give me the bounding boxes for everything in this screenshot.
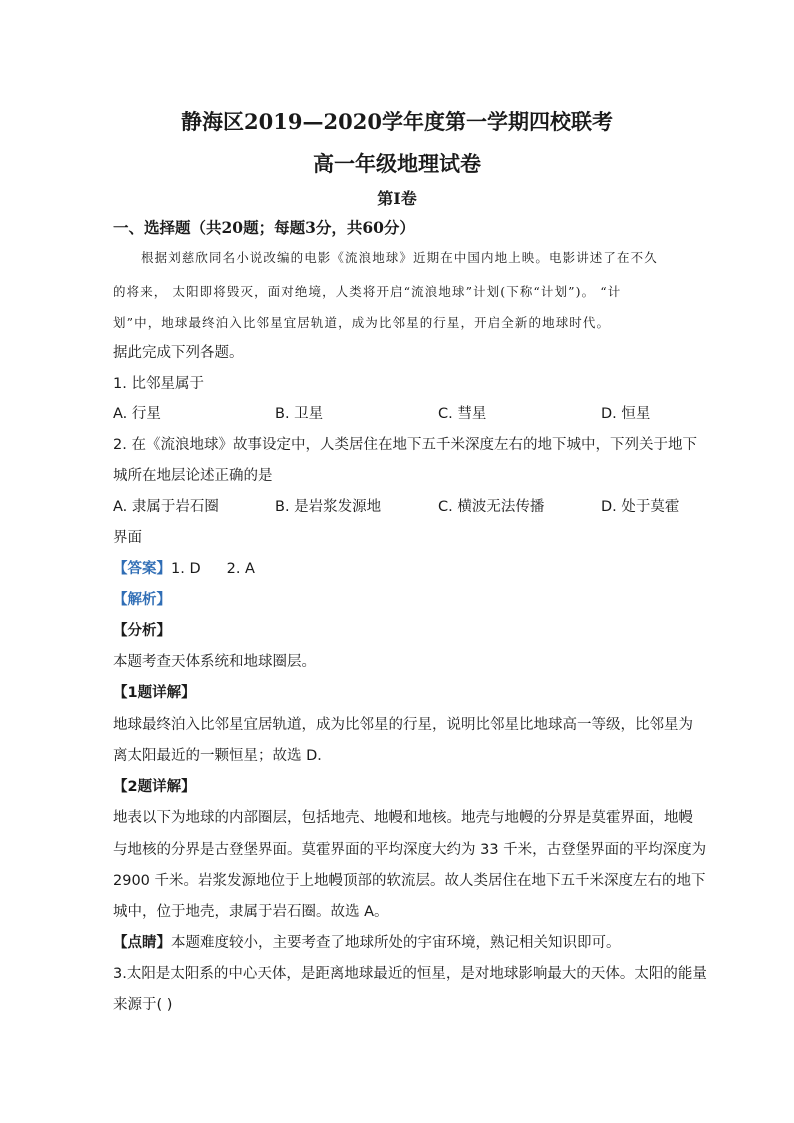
q2-option-d-continued: 界面 — [113, 530, 142, 546]
question-2-options — [113, 497, 693, 517]
q2-option-b: B. 是岩浆发源地 — [275, 499, 382, 515]
q2-detail-line-3: 2900 千米。岩浆发源地位于上地幔顶部的软流层。故人类居住在地下五千米深度左右的地下 — [113, 873, 706, 889]
section-heading: 一、选择题（共20题；每题3分，共60分） — [113, 218, 415, 237]
q2-detail-label: 【2题详解】 — [113, 779, 196, 795]
q2-detail-line-2: 与地核的分界是古登堡界面。莫霍界面的平均深度大约为 33 千米，古登堡界面的平均深度为 — [113, 842, 707, 858]
question-3-stem-line-1: 3.太阳是太阳系的中心天体，是距离地球最近的恒星，是对地球影响最大的天体。太阳的能量 — [113, 966, 707, 982]
answer-1: 1. D — [171, 561, 201, 577]
question-2-stem-line-2: 城所在地层论述正确的是 — [113, 468, 273, 484]
q1-detail-label: 【1题详解】 — [113, 685, 196, 701]
q2-detail-line-4: 城中，位于地壳，隶属于岩石圈。故选 A。 — [113, 904, 389, 920]
exam-title: 静海区2019—2020学年度第一学期四校联考 — [181, 109, 613, 134]
q1-option-a: A. 行星 — [113, 406, 161, 422]
passage-line-3: 划”中，地球最终泊入比邻星宜居轨道，成为比邻星的行星，开启全新的地球时代。 — [113, 315, 611, 330]
q1-option-c: C. 彗星 — [438, 406, 487, 422]
q2-option-a: A. 隶属于岩石圈 — [113, 499, 219, 515]
question-1-stem: 1. 比邻星属于 — [113, 376, 204, 392]
question-2-stem-line-1: 2. 在《流浪地球》故事设定中，人类居住在地下五千米深度左右的地下城中，下列关于地下 — [113, 437, 697, 453]
answer-2: 2. A — [226, 561, 255, 577]
dianjing-label: 【点睛】 — [113, 935, 171, 951]
answer-line — [113, 559, 255, 579]
q1-detail-line-2: 离太阳最近的一颗恒星；故选 D． — [113, 748, 332, 764]
analysis-label: 【解析】 — [113, 592, 171, 608]
q1-option-d: D. 恒星 — [601, 406, 651, 422]
q2-option-c: C. 横波无法传播 — [438, 499, 545, 515]
q1-option-b: B. 卫星 — [275, 406, 324, 422]
fenxi-label: 【分析】 — [113, 623, 171, 639]
fenxi-text: 本题考查天体系统和地球圈层。 — [113, 654, 316, 670]
passage-instruction: 据此完成下列各题。 — [113, 345, 244, 361]
exam-subtitle: 高一年级地理试卷 — [313, 151, 481, 176]
q2-option-d: D. 处于莫霍 — [601, 499, 680, 515]
passage-line-1: 根据刘慈欣同名小说改编的电影《流浪地球》近期在中国内地上映。电影讲述了在不久 — [141, 250, 658, 265]
dianjing-text: 本题难度较小，主要考查了地球所处的宇宙环境，熟记相关知识即可。 — [171, 935, 621, 951]
dianjing-line — [113, 933, 621, 953]
question-3-stem-line-2: 来源于( ) — [113, 997, 173, 1013]
volume-label: 第Ⅰ卷 — [377, 189, 417, 208]
answer-label: 【答案】 — [113, 561, 171, 577]
q1-detail-line-1: 地球最终泊入比邻星宜居轨道，成为比邻星的行星，说明比邻星比地球高一等级，比邻星为 — [113, 717, 693, 733]
question-1-options — [113, 404, 693, 424]
q2-detail-line-1: 地表以下为地球的内部圈层，包括地壳、地幔和地核。地壳与地幔的分界是莫霍界面，地幔 — [113, 810, 693, 826]
passage-line-2: 的将来， 太阳即将毁灭，面对绝境，人类将开启“流浪地球”计划(下称“计划”)。 “计 — [113, 284, 622, 299]
